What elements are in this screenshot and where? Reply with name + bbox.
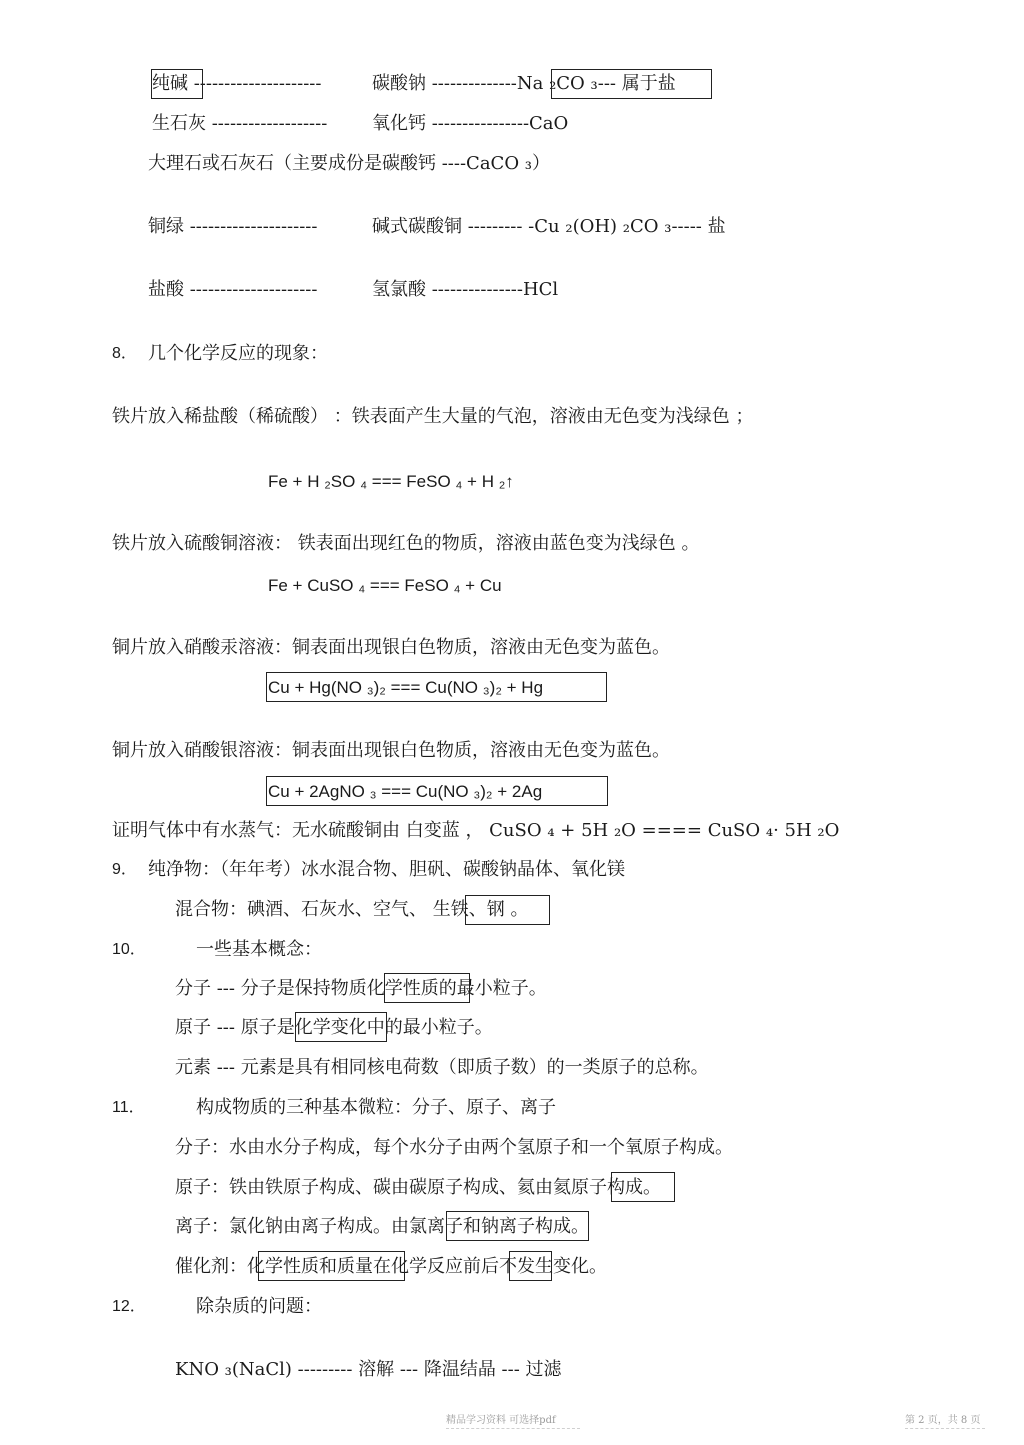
section-number: 10． [112, 941, 146, 958]
section-number: 9． [112, 861, 137, 878]
concept-element: 元素 --- 元素是具有相同核电荷数（即质子数）的一类原子的总称。 [175, 1057, 709, 1078]
equation-box [266, 776, 608, 806]
highlight-box [509, 1251, 552, 1281]
highlight-box [551, 69, 712, 99]
line-shenghuihui-term: 生石灰 ------------------- [152, 113, 328, 134]
highlight-box [384, 973, 470, 1003]
highlight-box [258, 1251, 405, 1281]
line-tonglv-term: 铜绿 --------------------- [148, 216, 318, 237]
equation-box [266, 672, 607, 702]
equation: Fe + H ₂SO ₄ === FeSO ₄ + H ₂↑ [268, 472, 514, 491]
concept-atom: 原子 --- 原子是化学变化中的最小粒子。 [175, 1017, 493, 1038]
particle-ion: 离子：氯化钠由离子构成。由氯离子和钠离子构成。 [175, 1216, 589, 1237]
particle-molecule: 分子：水由水分子构成，每个水分子由两个氢原子和一个氧原子构成。 [175, 1137, 733, 1158]
mixture-line: 混合物：碘酒、石灰水、空气、 生铁、钢 。 [175, 899, 529, 920]
section-number: 12． [112, 1298, 146, 1315]
reaction-text: 证明气体中有水蒸气：无水硫酸铜由 白变蓝 ， CuSO ₄ + 5H ₂O ==== CuSO ₄· 5H ₂O [112, 820, 840, 841]
section-number: 11． [112, 1099, 145, 1116]
reaction-text: 铜片放入硝酸银溶液：铜表面出现银白色物质，溶液由无色变为蓝色。 [112, 740, 670, 761]
highlight-box [446, 1211, 589, 1241]
particle-atom: 原子：铁由铁原子构成、碳由碳原子构成、氦由氦原子构成。 [175, 1177, 661, 1198]
section-number: 8． [112, 345, 137, 362]
section-title: 除杂质的问题： [196, 1296, 322, 1317]
section-text: 纯净物：（年年考）冰水混合物、胆矾、碳酸钠晶体、氧化镁 [148, 859, 625, 880]
footer-page-number: 第 2 页，共 8 页 [905, 1415, 981, 1426]
footer-center: 精品学习资料 可选择pdf [446, 1415, 556, 1426]
reaction-text: 铁片放入硫酸铜溶液： 铁表面出现红色的物质，溶液由蓝色变为浅绿色 。 [112, 533, 700, 554]
line-yansuan-def: 氢氯酸 ---------------HCl [372, 279, 559, 300]
reaction-text: 铜片放入硝酸汞溶液：铜表面出现银白色物质，溶液由无色变为蓝色。 [112, 637, 670, 658]
line-chunjian-term: 纯碱 --------------------- [152, 73, 322, 94]
line-chunjian-def: 碳酸钠 --------------Na ₂CO ₃--- 属于盐 [372, 73, 676, 94]
equation: Fe + CuSO ₄ === FeSO ₄ + Cu [268, 576, 502, 595]
footer-divider [905, 1428, 985, 1429]
catalyst: 催化剂：化学性质和质量在化学反应前后不发生变化。 [175, 1256, 607, 1277]
highlight-box [611, 1172, 675, 1202]
concept-molecule: 分子 --- 分子是保持物质化学性质的最小粒子。 [175, 978, 547, 999]
line-yansuan-term: 盐酸 --------------------- [148, 279, 318, 300]
highlight-box [295, 1012, 387, 1042]
line-tonglv-def: 碱式碳酸铜 --------- -Cu ₂(OH) ₂CO ₃----- 盐 [372, 216, 726, 237]
equation: Cu + Hg(NO ₃)₂ === Cu(NO ₃)₂ + Hg [268, 678, 544, 697]
purification-line: KNO ₃(NaCl) --------- 溶解 --- 降温结晶 --- 过滤 [175, 1359, 562, 1380]
reaction-text: 铁片放入稀盐酸（稀硫酸） ：铁表面产生大量的气泡，溶液由无色变为浅绿色 ； [112, 406, 754, 427]
highlight-box [151, 69, 203, 99]
section-title: 构成物质的三种基本微粒：分子、原子、离子 [196, 1097, 556, 1118]
footer-divider [446, 1428, 580, 1429]
highlight-box [465, 895, 550, 925]
section-title: 一些基本概念： [196, 939, 322, 960]
line-shenghuihui-def: 氧化钙 ----------------CaO [372, 113, 569, 134]
equation: Cu + 2AgNO ₃ === Cu(NO ₃)₂ + 2Ag [268, 782, 543, 801]
section-title: 几个化学反应的现象： [148, 343, 328, 364]
line-dalishi: 大理石或石灰石（主要成份是碳酸钙 ----CaCO ₃） [148, 153, 551, 174]
